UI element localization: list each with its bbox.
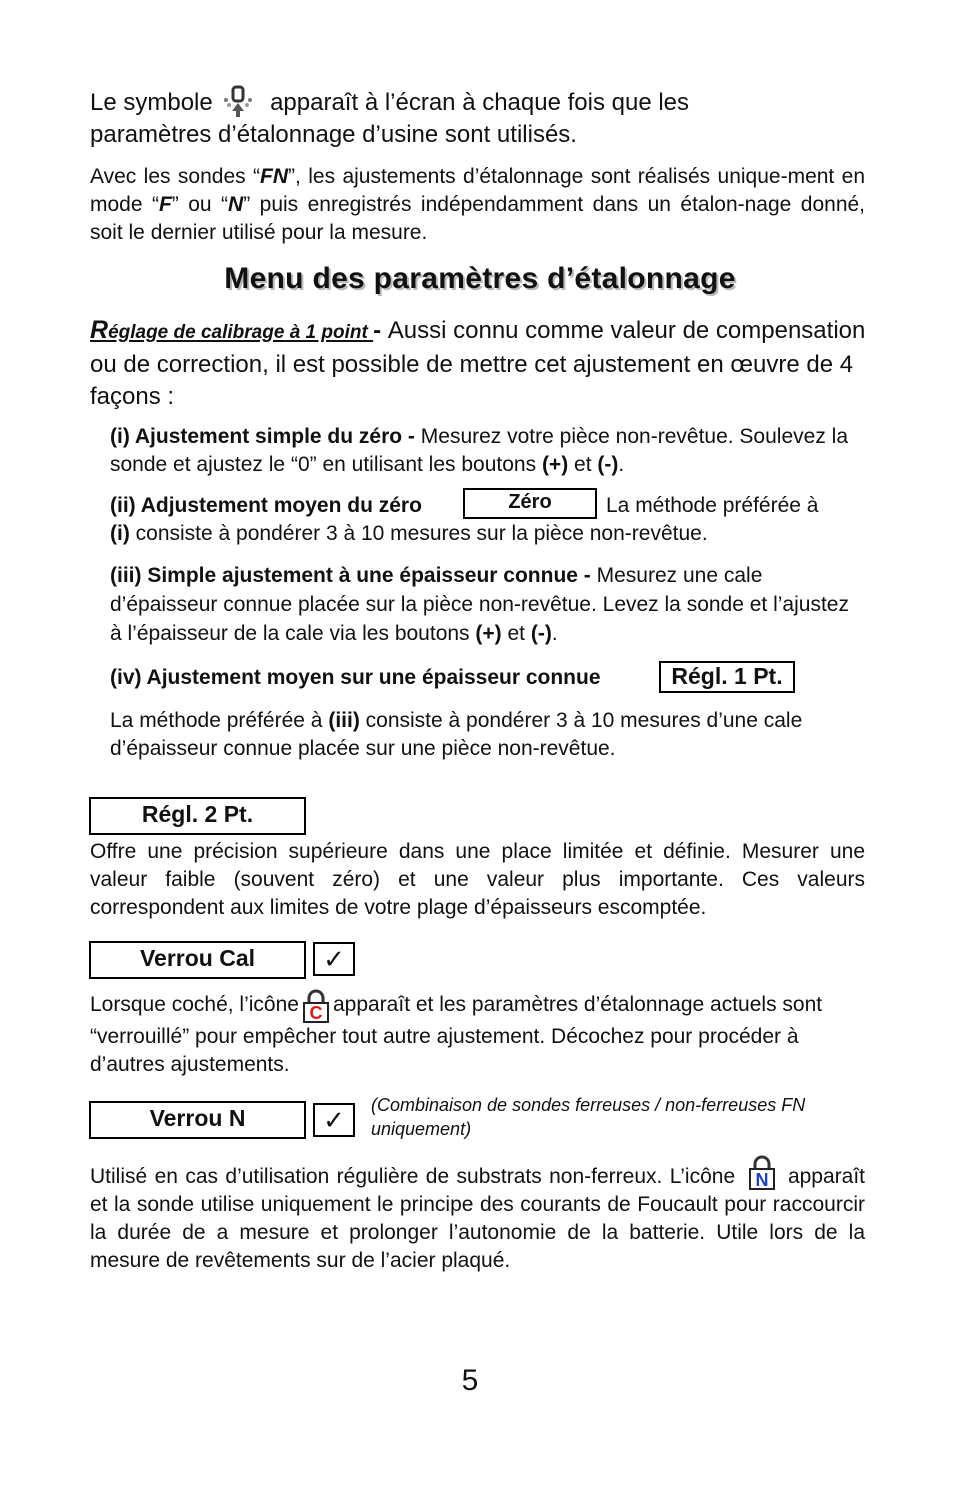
conj-text: et: [501, 622, 531, 645]
intro-text-line2: paramètres d’étalonnage d’usine sont utilisés.: [90, 121, 577, 148]
method-iii-title: (iii) Simple ajustement à une épaisseur connue -: [110, 564, 597, 587]
plus-button-ref: (+): [541, 453, 569, 476]
method-iv-ref: (iii): [328, 709, 360, 732]
method-ii-title: (ii) Adjustement moyen du zéro: [110, 494, 422, 517]
method-ii-text-right: La méthode préférée à: [606, 494, 819, 517]
factory-calibration-icon: [221, 84, 257, 118]
method-i: [110, 423, 850, 479]
svg-text:N: N: [755, 1170, 769, 1190]
one-point-label-rest: églage de calibrage à 1 point: [108, 322, 374, 343]
method-iii: [110, 561, 850, 648]
method-ii-rest: consiste à pondérer 3 à 10 mesures sur la pièce non-revêtue.: [129, 522, 708, 545]
fn-text-3: ” ou “: [171, 193, 229, 216]
section-heading: Menu des paramètres d’étalonnage: [224, 262, 736, 295]
svg-text:C: C: [309, 1003, 323, 1023]
method-ii-ref: (i): [110, 522, 130, 545]
one-point-label-initial: R: [90, 316, 109, 344]
lock-n-button[interactable]: Verrou N: [89, 1101, 306, 1139]
one-point-paragraph: [90, 314, 870, 413]
lock-cal-text-1: Lorsque coché, l’icône: [90, 993, 299, 1016]
method-iv-text: [110, 707, 850, 763]
conj-text: et: [568, 453, 598, 476]
method-ii-title-row: [110, 492, 470, 520]
lock-cal-button[interactable]: Verrou Cal: [89, 941, 306, 979]
one-point-adjust-button[interactable]: Régl. 1 Pt.: [659, 661, 795, 693]
method-ii-text: [110, 520, 850, 548]
intro-paragraph: [90, 84, 870, 151]
fn-mode: FN: [260, 165, 289, 188]
intro-text-after: apparaît à l’écran à chaque fois que les: [270, 89, 690, 116]
lock-n-text: [90, 1155, 865, 1275]
lock-cal-text: [90, 989, 865, 1079]
lock-cal-text-2: apparaît et les paramètres d’étalonnage actuels sont “verrouillé” pour empêcher tout autre ajustement. Décochez pour procéder à d’autres ajustements.: [90, 993, 823, 1076]
one-point-label: [90, 317, 373, 344]
fn-paragraph: [90, 163, 865, 247]
fn-text-1: Avec les sondes “: [90, 165, 261, 188]
lock-c-icon: [301, 989, 331, 1023]
lock-n-note: (Combinaison de sondes ferreuses / non-ferreuses FN uniquement): [371, 1095, 806, 1139]
period: .: [618, 453, 625, 476]
n-mode: N: [228, 193, 244, 216]
period: .: [551, 622, 558, 645]
one-point-text: Aussi connu comme valeur de compensation ou de correction, il est possible de mettre cet ajustement en œuvre de 4 façons :: [90, 317, 866, 410]
plus-button-ref: (+): [475, 622, 502, 645]
intro-text-before: Le symbole: [90, 89, 213, 116]
one-point-dash: -: [373, 317, 388, 344]
lock-n-text-2: apparaît et la sonde utilise uniquement le principe des courants de Foucault pour raccourcir la durée de a mesure et prolonger l’autonomie de la batterie. Utile lors de la mesure de revêtements sur de l’acier plaqué.: [90, 1165, 866, 1272]
lock-cal-checkbox[interactable]: ✓: [313, 942, 355, 976]
lock-n-icon: [747, 1155, 777, 1191]
fn-text-4: ” puis enregistrés indépendamment dans un étalon-nage donné, soit le dernier utilisé pour la mesure.: [90, 193, 866, 244]
two-point-adjust-button[interactable]: Régl. 2 Pt.: [89, 797, 306, 835]
page-number: 5: [461, 1364, 479, 1397]
lock-n-checkbox[interactable]: ✓: [313, 1103, 355, 1137]
zero-button[interactable]: Zéro: [463, 488, 597, 519]
method-iii-text: Mesurez une cale d’épaisseur connue placée sur la pièce non-revêtue. Levez la sonde et l’ajustez à l’épaisseur de la cale via les boutons: [110, 564, 849, 645]
minus-button-ref: (-): [597, 453, 619, 476]
two-point-text: Offre une précision supérieure dans une place limitée et définie. Mesurer une valeur faible (souvent zéro) et une valeur plus importante. Ces valeurs correspondent aux limites de votre plage d’épaisseurs escomptée.: [90, 840, 865, 919]
lock-n-text-1: Utilisé en cas d’utilisation régulière de substrats non-ferreux. L’icône: [90, 1165, 736, 1188]
method-i-title: (i) Ajustement simple du zéro -: [110, 425, 421, 448]
method-i-text: Mesurez votre pièce non-revêtue. Soulevez la sonde et ajustez le “0” en utilisant les boutons: [110, 425, 848, 476]
fn-text-2: ”, les ajustements d’étalonnage sont réalisés unique-ment en mode “: [90, 165, 866, 216]
method-iv-text-1: La méthode préférée à: [110, 709, 329, 732]
method-iv-title: (iv) Ajustement moyen sur une épaisseur connue: [110, 666, 601, 689]
method-iv-title-row: [110, 664, 670, 692]
minus-button-ref: (-): [530, 622, 552, 645]
method-iv-text-2: consiste à pondérer 3 à 10 mesures d’une cale d’épaisseur connue placée sur une pièce non-revêtue.: [110, 709, 803, 760]
f-mode: F: [158, 193, 172, 216]
